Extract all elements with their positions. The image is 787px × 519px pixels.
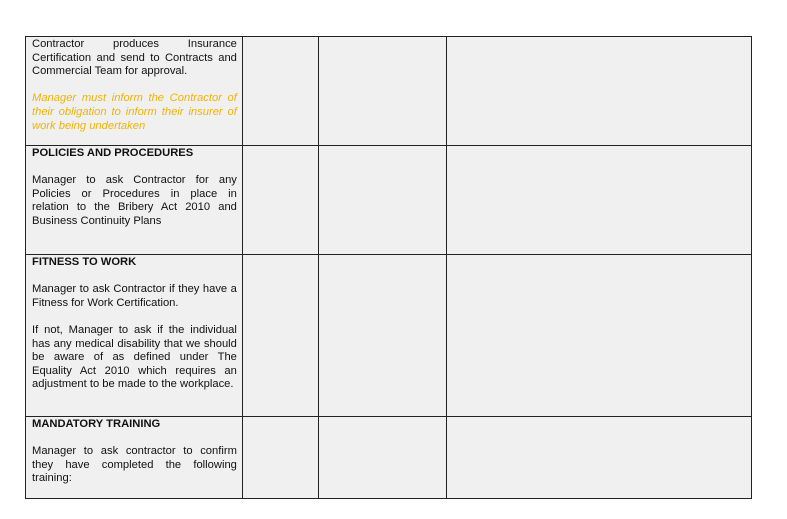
section-heading: FITNESS TO WORK <box>32 256 137 268</box>
response-cell[interactable] <box>242 255 318 417</box>
training-paragraph: Manager to ask contractor to confirm they have completed the following training: <box>32 445 237 485</box>
fitness-paragraph-2: If not, Manager to ask if the individual has any medical disability that we should be aware of as defined under The Equality Act 2010 which requires an adjustment to be made to the workplace. <box>32 323 237 391</box>
response-cell[interactable] <box>319 146 447 255</box>
response-cell[interactable] <box>242 417 318 499</box>
fitness-paragraph-1: Manager to ask Contractor if they have a Fitness for Work Certification. <box>32 283 237 309</box>
table-row <box>26 255 752 417</box>
response-cell[interactable] <box>319 37 447 146</box>
response-cell[interactable] <box>319 255 447 417</box>
policies-paragraph: Manager to ask Contractor for any Policies or Procedures in place in relation to the Bribery Act 2010 and Business Continuity Plans <box>32 174 237 227</box>
requirement-cell-training <box>26 417 243 499</box>
response-cell[interactable] <box>242 37 318 146</box>
section-heading: POLICIES AND PROCEDURES <box>32 147 194 159</box>
comments-cell[interactable] <box>446 146 751 255</box>
requirement-cell-insurance <box>26 37 243 146</box>
requirements-table <box>25 36 752 499</box>
table-row <box>26 37 752 146</box>
response-cell[interactable] <box>242 146 318 255</box>
requirement-cell-policies <box>26 146 243 255</box>
section-heading: MANDATORY TRAINING <box>32 418 161 430</box>
requirement-cell-fitness <box>26 255 243 417</box>
comments-cell[interactable] <box>446 255 751 417</box>
table-row <box>26 417 752 499</box>
comments-cell[interactable] <box>446 417 751 499</box>
insurance-note: Manager must inform the Contractor of their obligation to inform their insurer of work being undertaken <box>32 92 237 132</box>
response-cell[interactable] <box>319 417 447 499</box>
insurance-paragraph: Contractor produces Insurance Certification and send to Contracts and Commercial Team for approval. <box>32 38 237 78</box>
table-row <box>26 146 752 255</box>
comments-cell[interactable] <box>446 37 751 146</box>
